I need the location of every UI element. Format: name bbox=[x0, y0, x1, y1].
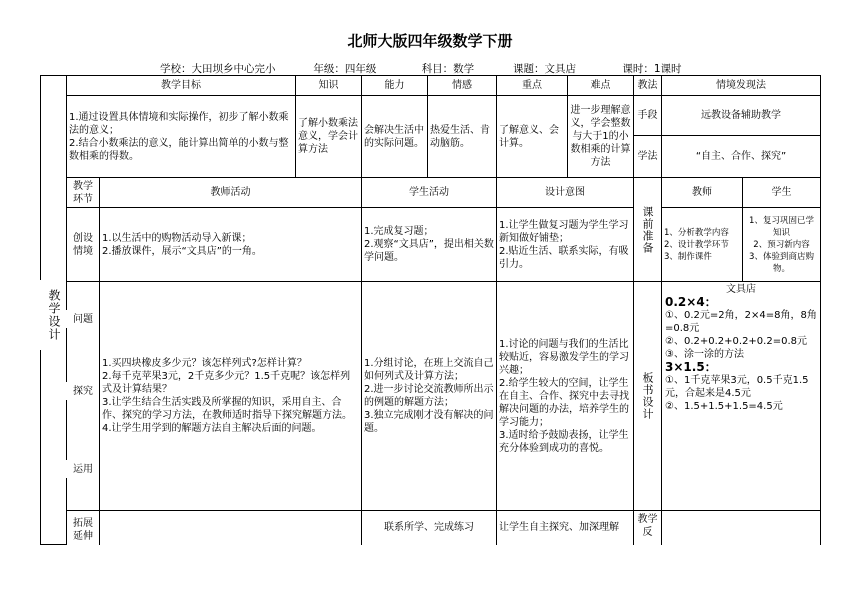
study-label: 学法 bbox=[633, 135, 662, 178]
prep-student-header: 学生 bbox=[742, 177, 821, 208]
main-teacher: 1.买四块橡皮多少元？该怎样列式?怎样计算？ 2.每千克苹果3元，2千克多少元？1.5千克呢？该怎样列式及计算结果？ 3.让学生结合生活实践及所掌握的知识，采用自主、合作、探究的学习方法，在教师适时指导下探究解题方法。 4.让学生用学到的解题方法自主解决后面的问题。 bbox=[99, 281, 362, 511]
study-text: “自主、合作、探究” bbox=[661, 135, 821, 178]
board-design bbox=[661, 281, 821, 511]
intro-label: 创设情境 bbox=[66, 207, 100, 282]
key-point-text: 了解意义、会计算。 bbox=[496, 95, 568, 178]
prep-label: 课前准备 bbox=[633, 177, 662, 282]
board-equation-2: 3×1.5： bbox=[665, 360, 717, 374]
topic-info: 课题：文具店 bbox=[513, 63, 577, 75]
stage-question: 问题 bbox=[66, 310, 100, 328]
ability-header: 能力 bbox=[361, 75, 428, 96]
page-title: 北师大版四年级数学下册 bbox=[347, 32, 513, 50]
goal-header: 教学目标 bbox=[66, 75, 296, 96]
emotion-header: 情感 bbox=[427, 75, 497, 96]
main-intent: 1.讨论的问题与我们的生活比较贴近，容易激发学生的学习兴趣； 2.给学生较大的空间，让学生在自主、合作、探究中去寻找解决问题的办法，培养学生的学习能力； 3.适时给予鼓励表扬，让学生充分体验到成功的喜悦。 bbox=[496, 281, 634, 511]
teacher-activity-header: 教师活动 bbox=[99, 177, 362, 208]
extend-student: 联系所学、完成练习 bbox=[361, 510, 497, 550]
extend-intent: 让学生自主探究、加深理解 bbox=[496, 510, 634, 550]
intro-teacher: 1.以生活中的购物活动导入新课； 2.播放课件，展示“文具店”的一角。 bbox=[99, 207, 362, 282]
teaching-method-label: 教法 bbox=[633, 75, 662, 96]
grade-info: 年级：四年级 bbox=[313, 63, 377, 75]
subject-info: 科目：数学 bbox=[421, 63, 475, 75]
emotion-text: 热爱生活、肯动脑筋。 bbox=[427, 95, 497, 178]
board-lines-2: ①、1千克苹果3元，0.5千克1.5元，合起来是4.5元 ②、1.5+1.5+1.5=4.5元 bbox=[665, 375, 809, 412]
intro-student: 1.完成复习题； 2.观察“文具店”，提出相关数学问题。 bbox=[361, 207, 497, 282]
intro-intent: 1.让学生做复习题为学生学习新知做好铺垫； 2.贴近生活、联系实际，有吸引力。 bbox=[496, 207, 634, 282]
side-label: 教学设计 bbox=[40, 280, 67, 350]
extend-label: 拓展延伸 bbox=[66, 510, 100, 550]
goals-text: 1.通过设置具体情境和实际操作，初步了解小数乘法的意义； 2.结合小数乘法的意义，能计算出简单的小数与整数相乘的得数。 bbox=[66, 95, 296, 178]
board-label: 板书设计 bbox=[633, 281, 662, 511]
info-line bbox=[160, 61, 682, 76]
knowledge-header: 知识 bbox=[295, 75, 362, 96]
prep-teacher-text: 1、分析教学内容 2、设计教学环节 3、制作课件 bbox=[661, 207, 743, 282]
stage-apply: 运用 bbox=[66, 460, 100, 478]
student-activity-header: 学生活动 bbox=[361, 177, 497, 208]
board-lines-1: ①、0.2元=2角，2×4=8角，8角=0.8元 ②、0.2+0.2+0.2+0.2=0.8元 ③、涂一涂的方法 bbox=[665, 310, 817, 360]
design-intent-header: 设计意图 bbox=[496, 177, 634, 208]
hours-info: 课时：1课时 bbox=[622, 63, 682, 75]
reflection-label: 教学反 bbox=[633, 510, 662, 550]
extend-teacher bbox=[99, 510, 362, 550]
teaching-method-value: 情境发现法 bbox=[661, 75, 821, 96]
stage-explore: 探究 bbox=[66, 382, 100, 400]
difficulty-header: 难点 bbox=[567, 75, 634, 96]
prep-teacher-header: 教师 bbox=[661, 177, 743, 208]
key-point-header: 重点 bbox=[496, 75, 568, 96]
knowledge-text: 了解小数乘法意义，学会计算方法 bbox=[295, 95, 362, 178]
reflection-cell bbox=[661, 510, 821, 550]
ability-text: 会解决生活中的实际问题。 bbox=[361, 95, 428, 178]
page-bottom-mask bbox=[0, 545, 860, 608]
board-title: 文具店 bbox=[726, 284, 756, 295]
stage-header: 教学环节 bbox=[66, 177, 100, 208]
means-text: 远教设备辅助教学 bbox=[661, 95, 821, 136]
board-equation-1: 0.2×4： bbox=[665, 295, 717, 309]
difficulty-text: 进一步理解意义，学会整数与大于1的小数相乘的计算方法 bbox=[567, 95, 634, 178]
prep-student-text: 1、复习巩固已学知识 2、预习新内容 3、体验到商店购物。 bbox=[742, 207, 821, 282]
main-student: 1.分组讨论，在班上交流自己如何列式及计算方法； 2.进一步讨论交流教师所出示的例题的解题方法； 3.独立完成刚才没有解决的问题。 bbox=[361, 281, 497, 511]
school-info: 学校：大田坝乡中心完小 bbox=[160, 63, 276, 75]
means-label: 手段 bbox=[633, 95, 662, 136]
